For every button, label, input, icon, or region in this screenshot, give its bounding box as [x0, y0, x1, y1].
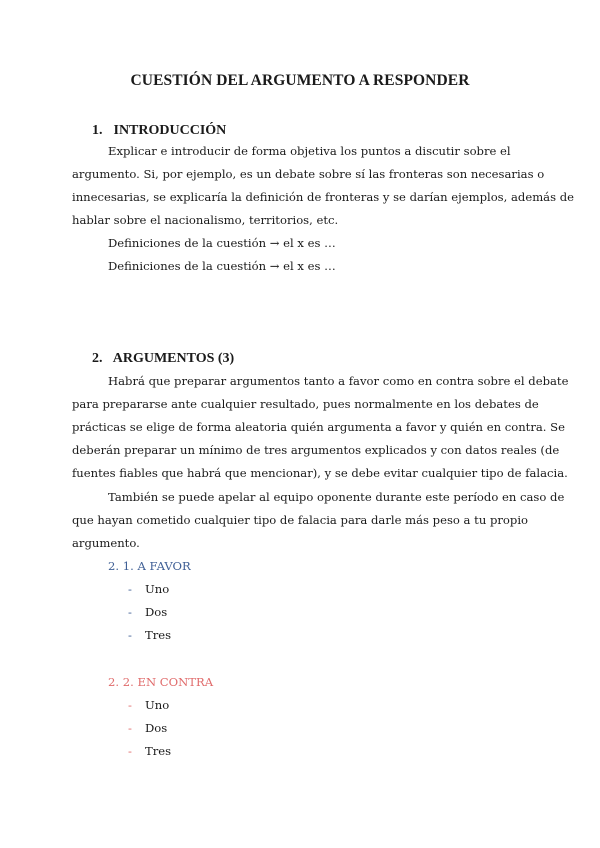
args-para1-line-4: deberán preparar un mínimo de tres argumentos explicados y con datos reales (de: [72, 443, 560, 457]
definition-line-1: Definiciones de la cuestión → el x es …: [108, 236, 336, 250]
section-1-heading: [92, 123, 226, 139]
section-1-number: 1.: [92, 123, 103, 138]
bullet-dash: -: [128, 605, 132, 619]
args-para2-line-2: que hayan cometido cualquier tipo de falacia para darle más peso a tu propio: [72, 513, 529, 527]
bullet-dash: -: [128, 582, 132, 596]
contra-heading: 2. 2. EN CONTRA: [108, 675, 214, 689]
favor-item-label: Uno: [145, 582, 170, 596]
args-para1-line-5: fuentes fiables que habrá que mencionar), y se debe evitar cualquier tipo de falacia.: [72, 466, 568, 480]
intro-line-4: hablar sobre el nacionalismo, territorios, etc.: [72, 213, 339, 227]
bullet-dash: -: [128, 744, 132, 758]
section-2-heading: [92, 351, 234, 367]
document-title: CUESTIÓN DEL ARGUMENTO A RESPONDER: [130, 72, 470, 89]
definition-line-2: Definiciones de la cuestión → el x es …: [108, 259, 336, 273]
bullet-dash: -: [128, 628, 132, 642]
args-para1-line-1: Habrá que preparar argumentos tanto a favor como en contra sobre el debate: [108, 374, 569, 388]
contra-item-label: Tres: [145, 744, 172, 758]
intro-line-3: innecesarias, se explicaría la definición de fronteras y se darían ejemplos, además de: [72, 190, 575, 204]
contra-item-label: Uno: [145, 698, 170, 712]
args-para1-line-3: prácticas se elige de forma aleatoria quién argumenta a favor y quién en contra. Se: [72, 420, 565, 434]
args-para2-line-3: argumento.: [72, 536, 140, 550]
bullet-dash: -: [128, 698, 132, 712]
favor-heading: 2. 1. A FAVOR: [108, 559, 191, 573]
contra-item-label: Dos: [145, 721, 168, 735]
intro-line-1: Explicar e introducir de forma objetiva los puntos a discutir sobre el: [108, 144, 511, 158]
args-para1-line-2: para prepararse ante cualquier resultado, pues normalmente en los debates de: [72, 397, 539, 411]
section-1-title: INTRODUCCIÓN: [113, 123, 227, 138]
favor-item-label: Tres: [145, 628, 172, 642]
favor-item-label: Dos: [145, 605, 168, 619]
section-2-title: ARGUMENTOS (3): [112, 351, 235, 366]
bullet-dash: -: [128, 721, 132, 735]
section-2-number: 2.: [92, 351, 103, 366]
args-para2-line-1: También se puede apelar al equipo oponente durante este período en caso de: [108, 490, 565, 504]
intro-line-2: argumento. Si, por ejemplo, es un debate sobre sí las fronteras son necesarias o: [72, 167, 545, 181]
